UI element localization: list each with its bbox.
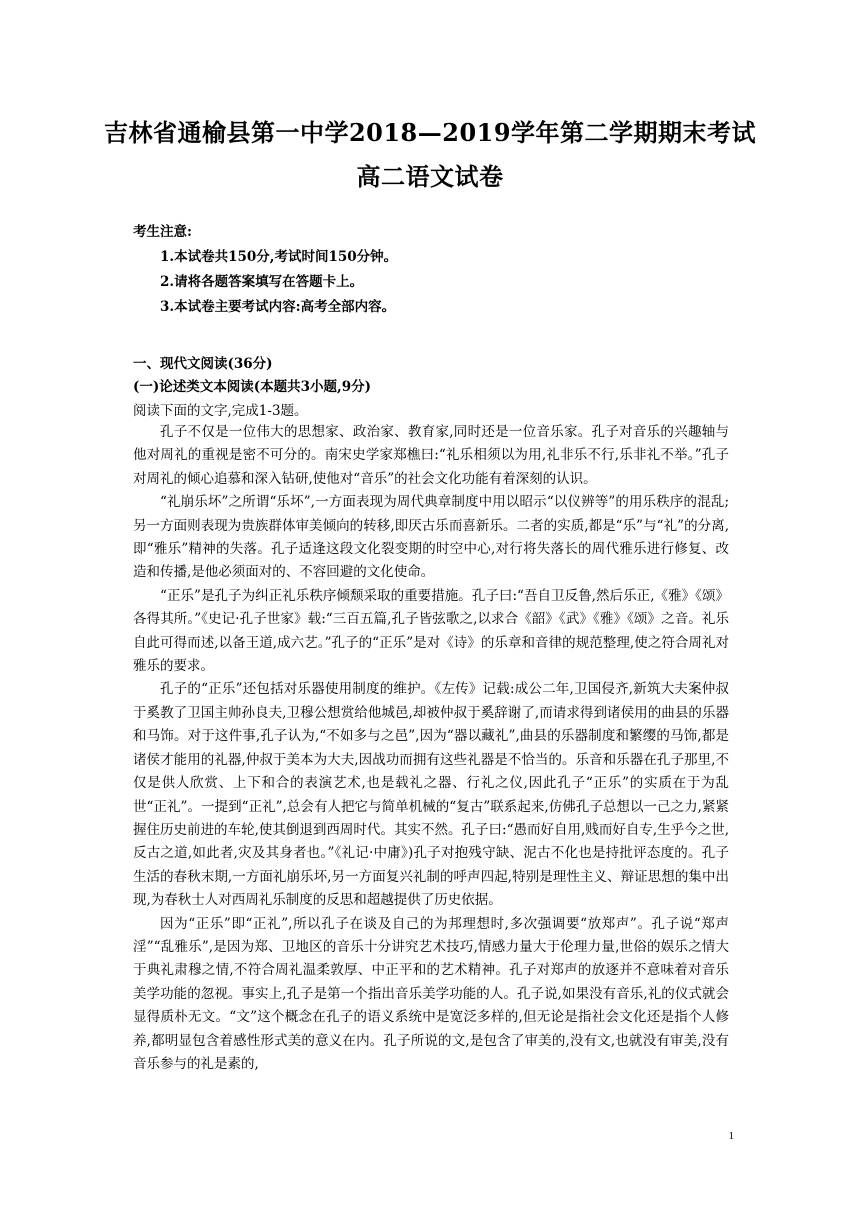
notes-heading: 考生注意: <box>133 224 192 240</box>
exam-subtitle: 高二语文试卷 <box>356 162 504 191</box>
passage-paragraph: 孔子不仅是一位伟大的思想家、政治家、教育家,同时还是一位音乐家。孔子对音乐的兴趣轴与他对周礼的重视是密不可分的。南宋史学家郑樵曰:“礼乐相须以为用,礼非乐不行,乐非礼不举。”孔子对周礼的倾心追慕和深入钻研,使他对“音乐”的社会文化功能有着深刻的认识。 <box>133 424 729 487</box>
passage-paragraph: 孔子的“正乐”还包括对乐器使用制度的维护。《左传》记载:成公二年,卫国侵齐,新筑大夫案仲叔于奚教了卫国主帅孙良夫,卫穆公想赏给他城邑,却被仲叔于奚辞谢了,而请求得到诸侯用的曲县的乐器和马饰。对于这件事,孔子认为,“不如多与之邑”,因为“器以藏礼”,曲县的乐器制度和繁缨的马饰,都是诸侯才能用的礼器,仲叔于美本为大夫,因战功而拥有这些礼器是不恰当的。乐音和乐器在孔子那里,不仅是供人欣赏、上下和合的表演艺术,也是载礼之器、行礼之仪,因此孔子“正乐”的实质在于为乱世“正礼”。一提到“正礼”,总会有人把它与简单机械的“复古”联系起来,仿佛孔子总想以一己之力,紧紧握住历史前进的车轮,使其倒退到西周时代。其实不然。孔子曰:“愚而好自用,贱而好自专,生乎今之世,反古之道,如此者,灾及其身者也。”《礼记·中庸》)孔子对抱残守缺、泥古不化也是持批评态度的。孔子生活的春秋末期,一方面礼崩乐坏,另一方面复兴礼制的呼声四起,特别是理性主义、辩证思想的集中出现,为春秋士人对西周礼乐制度的反思和超越提供了历史依据。 <box>133 681 729 909</box>
subsection-heading: (一)论述类文本阅读(本题共3小题,9分) <box>133 379 372 395</box>
notes-item: 3.本试卷主要考试内容:高考全部内容。 <box>160 299 396 315</box>
notes-item: 2.请将各题答案填写在答题卡上。 <box>160 274 364 290</box>
page-number: 1 <box>728 1130 734 1142</box>
reading-instruction: 阅读下面的文字,完成1-3题。 <box>133 403 308 419</box>
passage-paragraph: “正乐”是孔子为纠正礼乐秩序倾颓采取的重要措施。孔子曰:“吾自卫反鲁,然后乐正,《雅》《颂》各得其所。”《史记·孔子世家》载:“三百五篇,孔子皆弦歌之,以求合《韶》《武》《雅》《颂》之音。礼乐自此可得而述,以备王道,成六艺。”孔子的“正乐”是对《诗》的乐章和音律的规范整理,使之符合周礼对雅乐的要求。 <box>133 587 729 675</box>
passage-paragraph: 因为“正乐”即“正礼”,所以孔子在谈及自己的为邦理想时,多次强调要“放郑声”。孔子说“郑声淫”“乱雅乐”,是因为郑、卫地区的音乐十分讲究艺术技巧,情感力量大于伦理力量,世俗的娱乐之情大于典礼肃穆之情,不符合周礼温柔敦厚、中正平和的艺术精神。孔子对郑声的放逐并不意味着对音乐美学功能的忽视。事实上,孔子是第一个指出音乐美学功能的人。孔子说,如果没有音乐,礼的仪式就会显得质朴无文。“文”这个概念在孔子的语义系统中是宽泛多样的,但无论是指社会文化还是指个人修养,都明显包含着感性形式美的意义在内。孔子所说的文,是包含了审美的,没有文,也就没有审美,没有音乐参与的礼是素的, <box>133 915 729 1072</box>
passage-paragraph: “礼崩乐坏”之所谓“乐坏”,一方面表现为周代典章制度中用以昭示“以仪辨等”的用乐秩序的混乱;另一方面则表现为贵族群体审美倾向的转移,即厌古乐而喜新乐。二者的实质,都是“乐”与“礼”的分离,即“雅乐”精神的失落。孔子适逢这段文化裂变期的时空中心,对行将失落长的周代雅乐进行修复、改造和传播,是他必须面对的、不容回避的文化使命。 <box>133 494 729 581</box>
reading-passage <box>133 421 729 1076</box>
exam-title: 吉林省通榆县第一中学2018—2019学年第二学期期末考试 <box>103 118 757 147</box>
notes-item: 1.本试卷共150分,考试时间150分钟。 <box>160 249 398 265</box>
candidate-notes <box>133 220 397 320</box>
section-heading: 一、现代文阅读(36分) <box>133 356 273 372</box>
